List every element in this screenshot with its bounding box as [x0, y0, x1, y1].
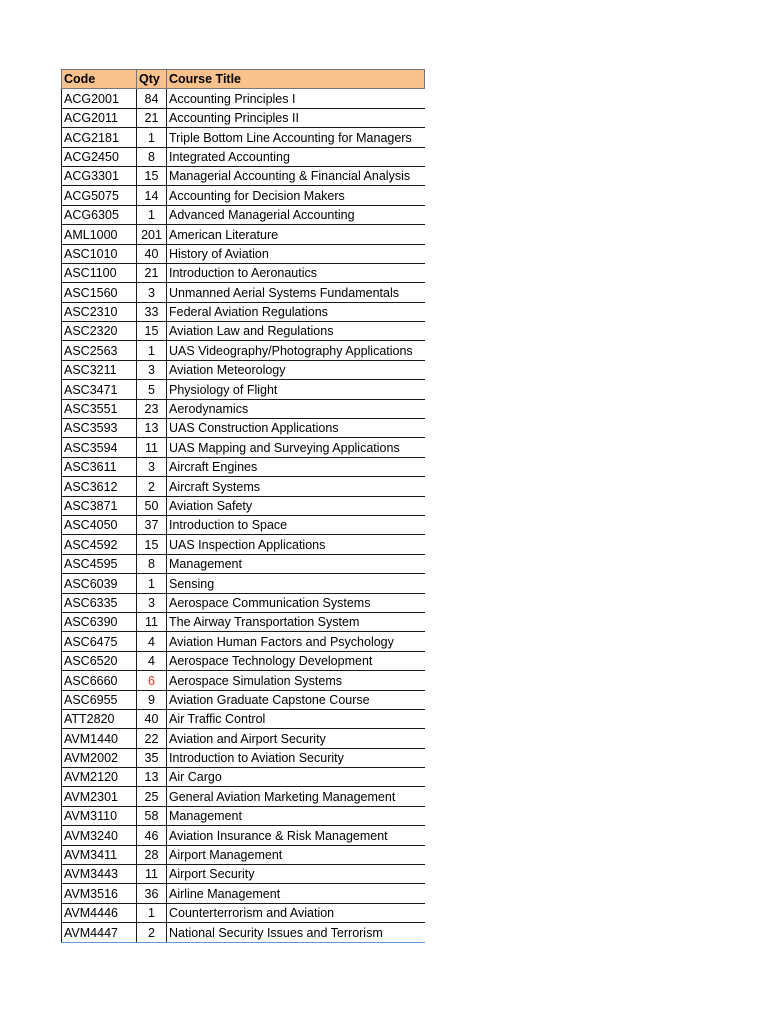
table-row [62, 419, 425, 438]
cell-code[interactable]: AVM3516 [62, 884, 137, 903]
cell-course-title[interactable]: Accounting Principles I [167, 89, 425, 108]
cell-code[interactable]: ASC3211 [62, 360, 137, 379]
cell-code[interactable]: ASC6390 [62, 612, 137, 631]
cell-course-title[interactable]: UAS Mapping and Surveying Applications [167, 438, 425, 457]
cell-qty[interactable]: 1 [137, 128, 167, 147]
cell-course-title[interactable]: Aircraft Systems [167, 477, 425, 496]
cell-course-title[interactable]: Aviation and Airport Security [167, 729, 425, 748]
cell-course-title[interactable]: UAS Inspection Applications [167, 535, 425, 554]
table-row [62, 89, 425, 108]
cell-qty[interactable]: 13 [137, 768, 167, 787]
cell-course-title[interactable]: Air Traffic Control [167, 709, 425, 728]
cell-course-title[interactable]: Aerospace Technology Development [167, 651, 425, 670]
table-row [62, 360, 425, 379]
cell-course-title[interactable]: Aerospace Simulation Systems [167, 671, 425, 690]
cell-qty[interactable]: 3 [137, 360, 167, 379]
cell-qty[interactable]: 35 [137, 748, 167, 767]
cell-qty[interactable]: 33 [137, 302, 167, 321]
table-row [62, 903, 425, 922]
cell-course-title[interactable]: History of Aviation [167, 244, 425, 263]
cell-course-title[interactable]: Accounting for Decision Makers [167, 186, 425, 205]
cell-qty[interactable]: 40 [137, 244, 167, 263]
table-row [62, 108, 425, 127]
cell-code[interactable]: ASC6520 [62, 651, 137, 670]
cell-course-title[interactable]: UAS Videography/Photography Applications [167, 341, 425, 360]
table-row [62, 263, 425, 282]
cell-qty[interactable]: 2 [137, 477, 167, 496]
cell-qty[interactable]: 5 [137, 380, 167, 399]
cell-qty[interactable]: 37 [137, 515, 167, 534]
cell-course-title[interactable]: Accounting Principles II [167, 108, 425, 127]
table-row [62, 709, 425, 728]
cell-course-title[interactable]: Aviation Graduate Capstone Course [167, 690, 425, 709]
cell-qty[interactable]: 58 [137, 806, 167, 825]
cell-code[interactable]: ASC3471 [62, 380, 137, 399]
cell-qty[interactable]: 1 [137, 341, 167, 360]
table-row [62, 632, 425, 651]
cell-course-title[interactable]: General Aviation Marketing Management [167, 787, 425, 806]
header-course-title[interactable]: Course Title [167, 70, 425, 89]
cell-code[interactable]: ASC6475 [62, 632, 137, 651]
cell-qty[interactable]: 201 [137, 225, 167, 244]
table-row [62, 554, 425, 573]
table-row [62, 244, 425, 263]
cell-course-title[interactable]: The Airway Transportation System [167, 612, 425, 631]
cell-code[interactable]: ASC3593 [62, 419, 137, 438]
cell-course-title[interactable]: Airline Management [167, 884, 425, 903]
cell-qty[interactable]: 8 [137, 554, 167, 573]
cell-course-title[interactable]: Management [167, 806, 425, 825]
cell-course-title[interactable]: Unmanned Aerial Systems Fundamentals [167, 283, 425, 302]
cell-code[interactable]: ACG2011 [62, 108, 137, 127]
table-row [62, 438, 425, 457]
cell-qty[interactable]: 28 [137, 845, 167, 864]
cell-code[interactable]: ACG3301 [62, 166, 137, 185]
cell-code[interactable]: AML1000 [62, 225, 137, 244]
cell-code[interactable]: AVM3443 [62, 865, 137, 884]
cell-qty[interactable]: 15 [137, 322, 167, 341]
table-row [62, 283, 425, 302]
cell-qty[interactable]: 40 [137, 709, 167, 728]
cell-qty[interactable]: 11 [137, 438, 167, 457]
cell-code[interactable]: ACG2181 [62, 128, 137, 147]
cell-code[interactable]: ASC2310 [62, 302, 137, 321]
cell-code[interactable]: AVM2120 [62, 768, 137, 787]
table-row [62, 612, 425, 631]
cell-code[interactable]: ASC3551 [62, 399, 137, 418]
table-row [62, 147, 425, 166]
table-body [62, 89, 425, 942]
cell-course-title[interactable]: Introduction to Aviation Security [167, 748, 425, 767]
cell-code[interactable]: ASC1100 [62, 263, 137, 282]
table-row [62, 768, 425, 787]
cell-code[interactable]: ASC3611 [62, 457, 137, 476]
cell-course-title[interactable]: UAS Construction Applications [167, 419, 425, 438]
table-row [62, 787, 425, 806]
cell-course-title[interactable]: Management [167, 554, 425, 573]
table-row [62, 322, 425, 341]
cell-qty[interactable]: 22 [137, 729, 167, 748]
cell-code[interactable]: ASC1560 [62, 283, 137, 302]
table-row [62, 671, 425, 690]
cell-course-title[interactable]: Introduction to Space [167, 515, 425, 534]
table-row [62, 923, 425, 942]
cell-qty[interactable]: 15 [137, 166, 167, 185]
table-row [62, 128, 425, 147]
course-table [61, 69, 425, 943]
cell-code[interactable]: AVM4446 [62, 903, 137, 922]
table-row [62, 380, 425, 399]
cell-course-title[interactable]: Federal Aviation Regulations [167, 302, 425, 321]
cell-qty[interactable]: 11 [137, 612, 167, 631]
table-row [62, 845, 425, 864]
cell-qty[interactable]: 6 [137, 671, 167, 690]
table-row [62, 729, 425, 748]
cell-code[interactable]: AVM2301 [62, 787, 137, 806]
table-row [62, 341, 425, 360]
cell-qty[interactable]: 15 [137, 535, 167, 554]
cell-course-title[interactable]: Introduction to Aeronautics [167, 263, 425, 282]
cell-qty[interactable]: 21 [137, 108, 167, 127]
cell-qty[interactable]: 13 [137, 419, 167, 438]
cell-code[interactable]: AVM4447 [62, 923, 137, 942]
table-row [62, 690, 425, 709]
cell-code[interactable]: ACG2001 [62, 89, 137, 108]
table-row [62, 826, 425, 845]
cell-qty[interactable]: 4 [137, 651, 167, 670]
cell-code[interactable]: ASC6955 [62, 690, 137, 709]
header-qty[interactable]: Qty [137, 70, 167, 89]
cell-code[interactable]: AVM3411 [62, 845, 137, 864]
cell-code[interactable]: ASC4595 [62, 554, 137, 573]
cell-code[interactable]: ATT2820 [62, 709, 137, 728]
cell-code[interactable]: ASC6335 [62, 593, 137, 612]
cell-qty[interactable]: 1 [137, 903, 167, 922]
header-code[interactable]: Code [62, 70, 137, 89]
cell-code[interactable]: AVM1440 [62, 729, 137, 748]
cell-qty[interactable]: 46 [137, 826, 167, 845]
cell-course-title[interactable]: Aerodynamics [167, 399, 425, 418]
table-row [62, 806, 425, 825]
table-row [62, 186, 425, 205]
cell-code[interactable]: ACG6305 [62, 205, 137, 224]
cell-code[interactable]: ACG2450 [62, 147, 137, 166]
cell-qty[interactable]: 3 [137, 283, 167, 302]
cell-code[interactable]: ASC2563 [62, 341, 137, 360]
cell-qty[interactable]: 3 [137, 593, 167, 612]
cell-qty[interactable]: 9 [137, 690, 167, 709]
cell-course-title[interactable]: Advanced Managerial Accounting [167, 205, 425, 224]
cell-code[interactable]: ACG5075 [62, 186, 137, 205]
cell-course-title[interactable]: Airport Security [167, 865, 425, 884]
table-row [62, 399, 425, 418]
table-row [62, 884, 425, 903]
cell-qty[interactable]: 1 [137, 574, 167, 593]
cell-course-title[interactable]: Aviation Law and Regulations [167, 322, 425, 341]
cell-qty[interactable]: 36 [137, 884, 167, 903]
cell-course-title[interactable]: Aviation Human Factors and Psychology [167, 632, 425, 651]
table-row [62, 865, 425, 884]
cell-qty[interactable]: 25 [137, 787, 167, 806]
cell-code[interactable]: ASC3612 [62, 477, 137, 496]
cell-course-title[interactable]: Sensing [167, 574, 425, 593]
cell-course-title[interactable]: Air Cargo [167, 768, 425, 787]
table-row [62, 166, 425, 185]
cell-course-title[interactable]: Aircraft Engines [167, 457, 425, 476]
table-row [62, 574, 425, 593]
table-row [62, 748, 425, 767]
cell-code[interactable]: ASC3871 [62, 496, 137, 515]
header-row [62, 70, 425, 89]
cell-code[interactable]: ASC3594 [62, 438, 137, 457]
table-row [62, 535, 425, 554]
cell-code[interactable]: ASC4050 [62, 515, 137, 534]
cell-course-title[interactable]: Triple Bottom Line Accounting for Managers [167, 128, 425, 147]
cell-qty[interactable]: 3 [137, 457, 167, 476]
cell-course-title[interactable]: American Literature [167, 225, 425, 244]
cell-code[interactable]: AVM2002 [62, 748, 137, 767]
cell-code[interactable]: ASC6039 [62, 574, 137, 593]
cell-code[interactable]: ASC1010 [62, 244, 137, 263]
cell-course-title[interactable]: Counterterrorism and Aviation [167, 903, 425, 922]
cell-qty[interactable]: 1 [137, 205, 167, 224]
table-header [62, 70, 425, 89]
cell-code[interactable]: ASC2320 [62, 322, 137, 341]
course-spreadsheet [61, 69, 424, 943]
cell-course-title[interactable]: Integrated Accounting [167, 147, 425, 166]
cell-course-title[interactable]: National Security Issues and Terrorism [167, 923, 425, 942]
cell-qty[interactable]: 50 [137, 496, 167, 515]
table-row [62, 496, 425, 515]
cell-course-title[interactable]: Physiology of Flight [167, 380, 425, 399]
cell-qty[interactable]: 2 [137, 923, 167, 942]
cell-qty[interactable]: 4 [137, 632, 167, 651]
cell-qty[interactable]: 8 [137, 147, 167, 166]
cell-course-title[interactable]: Aviation Safety [167, 496, 425, 515]
cell-course-title[interactable]: Aviation Meteorology [167, 360, 425, 379]
table-row [62, 457, 425, 476]
cell-course-title[interactable]: Airport Management [167, 845, 425, 864]
cell-qty[interactable]: 11 [137, 865, 167, 884]
cell-code[interactable]: ASC6660 [62, 671, 137, 690]
cell-code[interactable]: AVM3240 [62, 826, 137, 845]
cell-course-title[interactable]: Aviation Insurance & Risk Management [167, 826, 425, 845]
table-row [62, 225, 425, 244]
cell-qty[interactable]: 14 [137, 186, 167, 205]
table-row [62, 302, 425, 321]
cell-course-title[interactable]: Aerospace Communication Systems [167, 593, 425, 612]
cell-qty[interactable]: 21 [137, 263, 167, 282]
table-row [62, 515, 425, 534]
table-row [62, 477, 425, 496]
cell-code[interactable]: AVM3110 [62, 806, 137, 825]
table-row [62, 205, 425, 224]
table-row [62, 593, 425, 612]
cell-course-title[interactable]: Managerial Accounting & Financial Analysis [167, 166, 425, 185]
table-row [62, 651, 425, 670]
cell-qty[interactable]: 23 [137, 399, 167, 418]
cell-qty[interactable]: 84 [137, 89, 167, 108]
cell-code[interactable]: ASC4592 [62, 535, 137, 554]
